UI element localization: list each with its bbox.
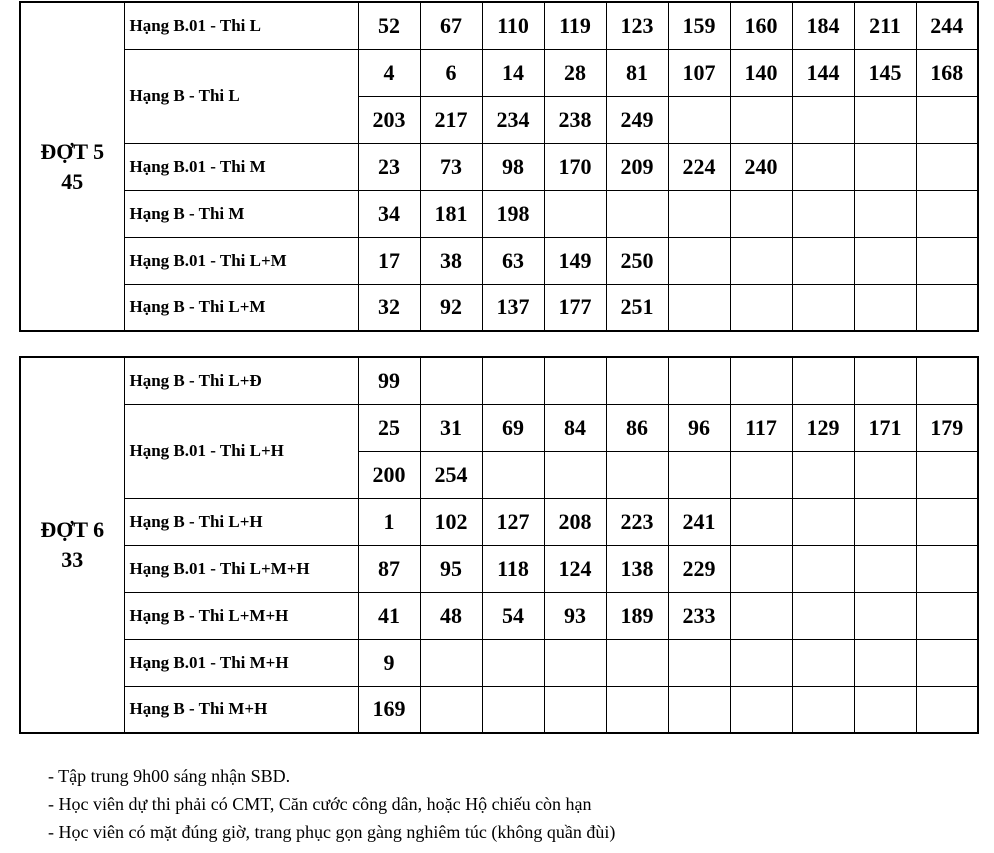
number-cell: 28 [544,49,606,96]
number-cell: 208 [544,498,606,545]
number-cell: 144 [792,49,854,96]
number-cell [730,498,792,545]
number-cell [668,639,730,686]
group-count: 33 [61,547,84,572]
number-cell: 119 [544,2,606,49]
number-cell: 99 [358,357,420,404]
number-cell [854,639,916,686]
number-cell: 159 [668,2,730,49]
number-cell [482,357,544,404]
number-cell [854,592,916,639]
category-cell: Hạng B.01 - Thi L+H [124,404,358,498]
number-cell: 32 [358,284,420,331]
number-cell [792,451,854,498]
number-cell [420,686,482,733]
number-cell [792,639,854,686]
number-cell: 250 [606,237,668,284]
table-row [20,237,978,284]
number-cell [854,96,916,143]
table-row [20,592,978,639]
category-cell: Hạng B.01 - Thi L+M+H [124,545,358,592]
number-cell [792,237,854,284]
number-cell [730,686,792,733]
number-cell: 249 [606,96,668,143]
number-cell: 138 [606,545,668,592]
number-cell: 96 [668,404,730,451]
number-cell [668,686,730,733]
number-cell: 63 [482,237,544,284]
notes [48,762,615,846]
number-cell: 209 [606,143,668,190]
number-cell [606,357,668,404]
category-cell: Hạng B - Thi M [124,190,358,237]
number-cell: 177 [544,284,606,331]
number-cell: 140 [730,49,792,96]
number-cell: 14 [482,49,544,96]
number-cell: 23 [358,143,420,190]
number-cell [668,237,730,284]
number-cell: 86 [606,404,668,451]
number-cell [854,190,916,237]
number-cell: 107 [668,49,730,96]
number-cell: 81 [606,49,668,96]
number-cell [730,451,792,498]
schedule-table-dot-6 [19,356,979,734]
number-cell: 38 [420,237,482,284]
group-label [20,357,124,733]
number-cell [916,96,978,143]
number-cell [792,545,854,592]
number-cell: 4 [358,49,420,96]
number-cell [916,451,978,498]
number-cell [916,592,978,639]
number-cell: 102 [420,498,482,545]
table-row [20,404,978,451]
number-cell [668,451,730,498]
number-cell: 217 [420,96,482,143]
table-row [20,49,978,96]
category-cell: Hạng B - Thi M+H [124,686,358,733]
number-cell [916,639,978,686]
number-cell [916,357,978,404]
number-cell [730,592,792,639]
number-cell: 171 [854,404,916,451]
number-cell: 234 [482,96,544,143]
number-cell: 244 [916,2,978,49]
number-cell [730,190,792,237]
number-cell: 169 [358,686,420,733]
number-cell [606,451,668,498]
number-cell: 110 [482,2,544,49]
table-row [20,190,978,237]
number-cell: 124 [544,545,606,592]
number-cell: 92 [420,284,482,331]
number-cell: 240 [730,143,792,190]
number-cell: 41 [358,592,420,639]
number-cell: 34 [358,190,420,237]
number-cell [606,190,668,237]
group-title: ĐỢT 6 [40,517,105,542]
schedule-table-dot-5 [19,1,979,332]
number-cell: 127 [482,498,544,545]
number-cell: 137 [482,284,544,331]
category-cell: Hạng B - Thi L+M [124,284,358,331]
number-cell [544,190,606,237]
number-cell: 198 [482,190,544,237]
number-cell [544,451,606,498]
number-cell [668,357,730,404]
number-cell [730,545,792,592]
number-cell [730,96,792,143]
number-cell [606,686,668,733]
number-cell: 17 [358,237,420,284]
number-cell: 184 [792,2,854,49]
number-cell: 84 [544,404,606,451]
number-cell: 87 [358,545,420,592]
category-cell: Hạng B.01 - Thi M+H [124,639,358,686]
number-cell [854,237,916,284]
number-cell: 48 [420,592,482,639]
number-cell: 238 [544,96,606,143]
number-cell [420,639,482,686]
category-cell: Hạng B - Thi L+M+H [124,592,358,639]
number-cell [916,190,978,237]
number-cell: 93 [544,592,606,639]
number-cell: 52 [358,2,420,49]
number-cell [730,237,792,284]
number-cell [916,284,978,331]
number-cell [544,357,606,404]
number-cell: 1 [358,498,420,545]
number-cell: 117 [730,404,792,451]
group-label [20,2,124,331]
number-cell [544,639,606,686]
table-row [20,357,978,404]
number-cell: 123 [606,2,668,49]
number-cell [730,284,792,331]
number-cell [668,284,730,331]
number-cell [792,357,854,404]
number-cell [854,545,916,592]
number-cell: 73 [420,143,482,190]
number-cell [854,357,916,404]
number-cell: 145 [854,49,916,96]
table-row [20,143,978,190]
number-cell [854,143,916,190]
number-cell [792,190,854,237]
number-cell [916,143,978,190]
number-cell [916,686,978,733]
number-cell: 9 [358,639,420,686]
number-cell [420,357,482,404]
number-cell: 211 [854,2,916,49]
number-cell: 224 [668,143,730,190]
number-cell: 160 [730,2,792,49]
number-cell [730,357,792,404]
number-cell: 254 [420,451,482,498]
number-cell: 189 [606,592,668,639]
number-cell: 179 [916,404,978,451]
table-row [20,686,978,733]
number-cell: 251 [606,284,668,331]
number-cell [916,498,978,545]
number-cell [792,96,854,143]
number-cell: 54 [482,592,544,639]
number-cell: 200 [358,451,420,498]
number-cell: 69 [482,404,544,451]
number-cell: 170 [544,143,606,190]
number-cell: 233 [668,592,730,639]
table-row [20,498,978,545]
number-cell [854,451,916,498]
number-cell: 31 [420,404,482,451]
number-cell: 98 [482,143,544,190]
category-cell: Hạng B.01 - Thi L+M [124,237,358,284]
number-cell [730,639,792,686]
number-cell [792,284,854,331]
number-cell [482,686,544,733]
number-cell [854,686,916,733]
number-cell [668,190,730,237]
number-cell: 6 [420,49,482,96]
number-cell [916,545,978,592]
category-cell: Hạng B - Thi L+Đ [124,357,358,404]
table-row [20,545,978,592]
number-cell [854,498,916,545]
number-cell: 67 [420,2,482,49]
number-cell: 25 [358,404,420,451]
number-cell: 149 [544,237,606,284]
number-cell: 181 [420,190,482,237]
note-line: - Học viên có mặt đúng giờ, trang phục gọn gàng nghiêm túc (không quần đùi) [48,822,616,842]
category-cell: Hạng B.01 - Thi L [124,2,358,49]
number-cell [854,284,916,331]
table-row [20,639,978,686]
group-title: ĐỢT 5 [40,138,105,164]
number-cell: 203 [358,96,420,143]
note-line: - Học viên dự thi phải có CMT, Căn cước công dân, hoặc Hộ chiếu còn hạn [48,794,592,814]
number-cell: 241 [668,498,730,545]
number-cell [482,639,544,686]
number-cell [544,686,606,733]
number-cell: 118 [482,545,544,592]
table-row [20,2,978,49]
group-count: 45 [61,168,84,194]
category-cell: Hạng B - Thi L+H [124,498,358,545]
number-cell: 168 [916,49,978,96]
number-cell: 95 [420,545,482,592]
category-cell: Hạng B.01 - Thi M [124,143,358,190]
number-cell [792,592,854,639]
category-cell: Hạng B - Thi L [124,49,358,143]
number-cell [792,498,854,545]
number-cell [482,451,544,498]
number-cell: 229 [668,545,730,592]
number-cell [792,143,854,190]
number-cell [916,237,978,284]
number-cell: 223 [606,498,668,545]
number-cell [606,639,668,686]
number-cell [668,96,730,143]
number-cell [792,686,854,733]
number-cell: 129 [792,404,854,451]
note-line: - Tập trung 9h00 sáng nhận SBD. [48,766,291,786]
table-row [20,284,978,331]
